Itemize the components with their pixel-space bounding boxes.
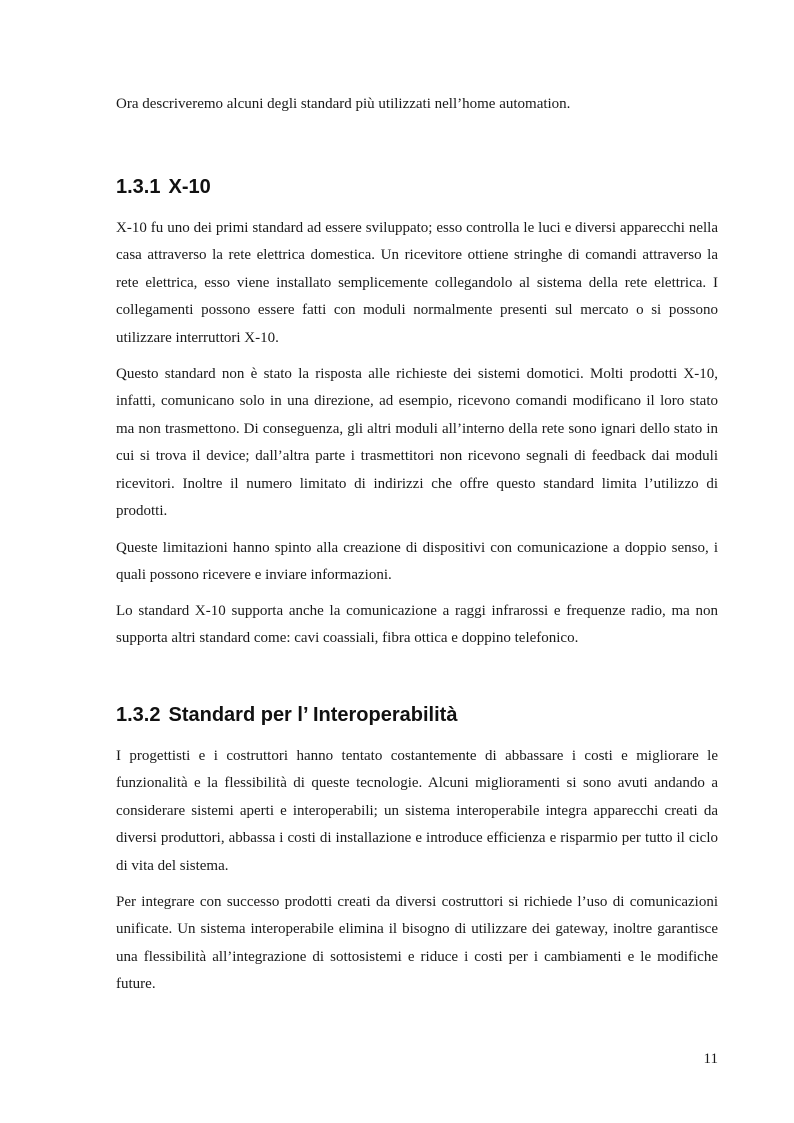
- intro-paragraph: Ora descriveremo alcuni degli standard più utilizzati nell’home automation.: [116, 96, 571, 112]
- x10-paragraph-3: Queste limitazioni hanno spinto alla creazione di dispositivi con comunicazione a doppio senso, i quali possono ricevere e inviare informazioni.: [116, 540, 718, 584]
- section-number: 1.3.1: [116, 176, 161, 198]
- section-title: Standard per l’ Interoperabilità: [168, 704, 458, 726]
- interop-paragraph-2: Per integrare con successo prodotti creati da diversi costruttori si richiede l’uso di comunicazioni unificate. Un sistema interoperabile elimina il bisogno di utilizzare dei gateway, inoltre garantisce una flessibilità all’integrazione di sottosistemi e riduce i costi per i cambiamenti e le modifiche future.: [116, 894, 718, 993]
- x10-paragraph-4: Lo standard X-10 supporta anche la comunicazione a raggi infrarossi e frequenze radio, ma non supporta altri standard come: cavi coassiali, fibra ottica e doppino telefonico.: [116, 603, 718, 647]
- section-number: 1.3.2: [116, 704, 161, 726]
- x10-paragraph-1: X-10 fu uno dei primi standard ad essere sviluppato; esso controlla le luci e diversi apparecchi nella casa attraverso la rete elettrica domestica. Un ricevitore ottiene stringhe di comandi attraverso la rete elettrica, esso viene installato semplicemente collegandolo al sistema della rete elettrica. I collegamenti possono essere fatti con moduli normalmente presenti sul mercato o si possono utilizzare interruttori X-10.: [116, 220, 718, 346]
- x10-paragraph-2: Questo standard non è stato la risposta alle richieste dei sistemi domotici. Molti prodotti X-10, infatti, comunicano solo in una direzione, ad esempio, ricevono comandi modificano il loro stato ma non trasmettono. Di conseguenza, gli altri moduli all’interno della rete sono ignari dello stato in cui si trova il device; dall’altra parte i trasmettitori non ricevono segnali di feedback dai moduli ricevitori. Inoltre il numero limitato di indirizzi che offre questo standard limita l’utilizzo di prodotti.: [116, 366, 718, 520]
- section-title: X-10: [168, 176, 211, 198]
- interop-paragraph-1: I progettisti e i costruttori hanno tentato costantemente di abbassare i costi e migliorare le funzionalità e la flessibilità di queste tecnologie. Alcuni miglioramenti si sono avuti andando a considerare sistemi aperti e interoperabili; un sistema interoperabile integra apparecchi creati da diversi produttori, abbassa i costi di installazione e introduce efficienza e risparmio per tutto il ciclo di vita del sistema.: [116, 748, 718, 874]
- section-heading-interoperability: [116, 703, 457, 727]
- document-page: [116, 0, 718, 1123]
- section-heading-x10: [116, 175, 211, 199]
- page-number: 11: [703, 1051, 718, 1067]
